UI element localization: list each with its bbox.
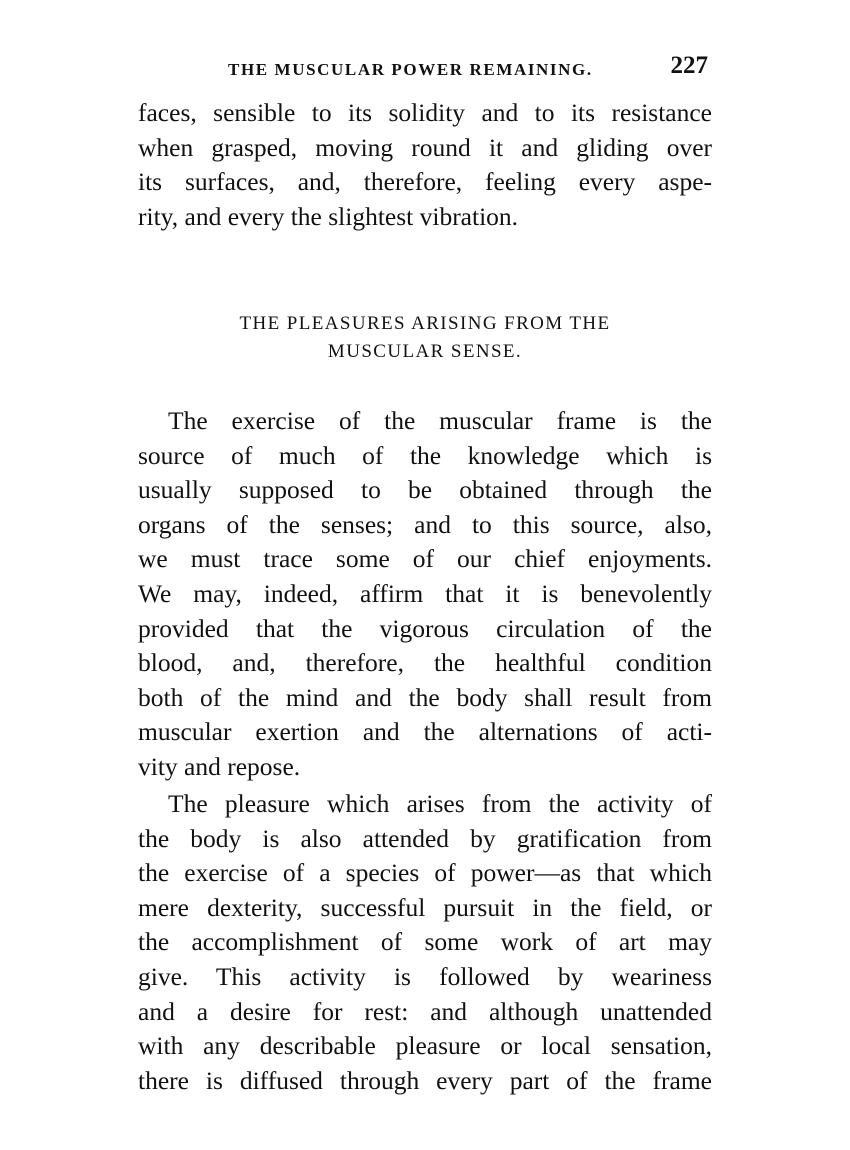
text-line: and a desire for rest: and although unattended (138, 996, 712, 1026)
text-line: with any describable pleasure or local sensation, (138, 1031, 712, 1061)
text-line: blood, and, therefore, the healthful condition (138, 648, 712, 678)
text-line: when grasped, moving round it and gliding over (138, 132, 712, 162)
text-line: mere dexterity, successful pursuit in the field, or (138, 892, 712, 922)
text-line: source of much of the knowledge which is (138, 440, 712, 470)
text-line: The exercise of the muscular frame is the (168, 406, 712, 435)
text-line: organs of the senses; and to this source, also, (138, 509, 712, 539)
text-line: the exercise of a species of power—as that which (138, 858, 712, 888)
text-line: rity, and every the slightest vibration. (138, 201, 519, 231)
running-head (138, 52, 712, 84)
text-line: We may, indeed, affirm that it is benevolently (138, 578, 712, 608)
text-line: usually supposed to be obtained through the (138, 475, 712, 505)
text-line: give. This activity is followed by weariness (138, 961, 712, 991)
text-line: the body is also attended by gratification from (138, 823, 712, 853)
paragraph-1 (138, 404, 712, 785)
section-heading (138, 310, 712, 366)
continued-paragraph (138, 96, 712, 234)
text-line: vity and repose. (138, 751, 301, 781)
text-line: faces, sensible to its solidity and to its resistance (138, 98, 712, 127)
text-line: its surfaces, and, therefore, feeling every aspe- (138, 167, 712, 197)
running-title: THE MUSCULAR POWER REMAINING. (228, 60, 593, 79)
text-line: muscular exertion and the alternations of acti- (138, 717, 712, 747)
section-heading-line: MUSCULAR SENSE. (327, 341, 523, 362)
page-number: 227 (670, 52, 708, 79)
text-line: there is diffused through every part of the frame (138, 1065, 712, 1095)
text-line: we must trace some of our chief enjoyments. (138, 544, 712, 574)
text-line: the accomplishment of some work of art may (138, 927, 712, 957)
text-line: provided that the vigorous circulation of the (138, 613, 712, 643)
text-line: The pleasure which arises from the activity of (168, 789, 712, 818)
text-line: both of the mind and the body shall result from (138, 682, 712, 712)
section-heading-line: THE PLEASURES ARISING FROM THE (239, 313, 611, 334)
paragraph-2 (138, 787, 712, 1098)
